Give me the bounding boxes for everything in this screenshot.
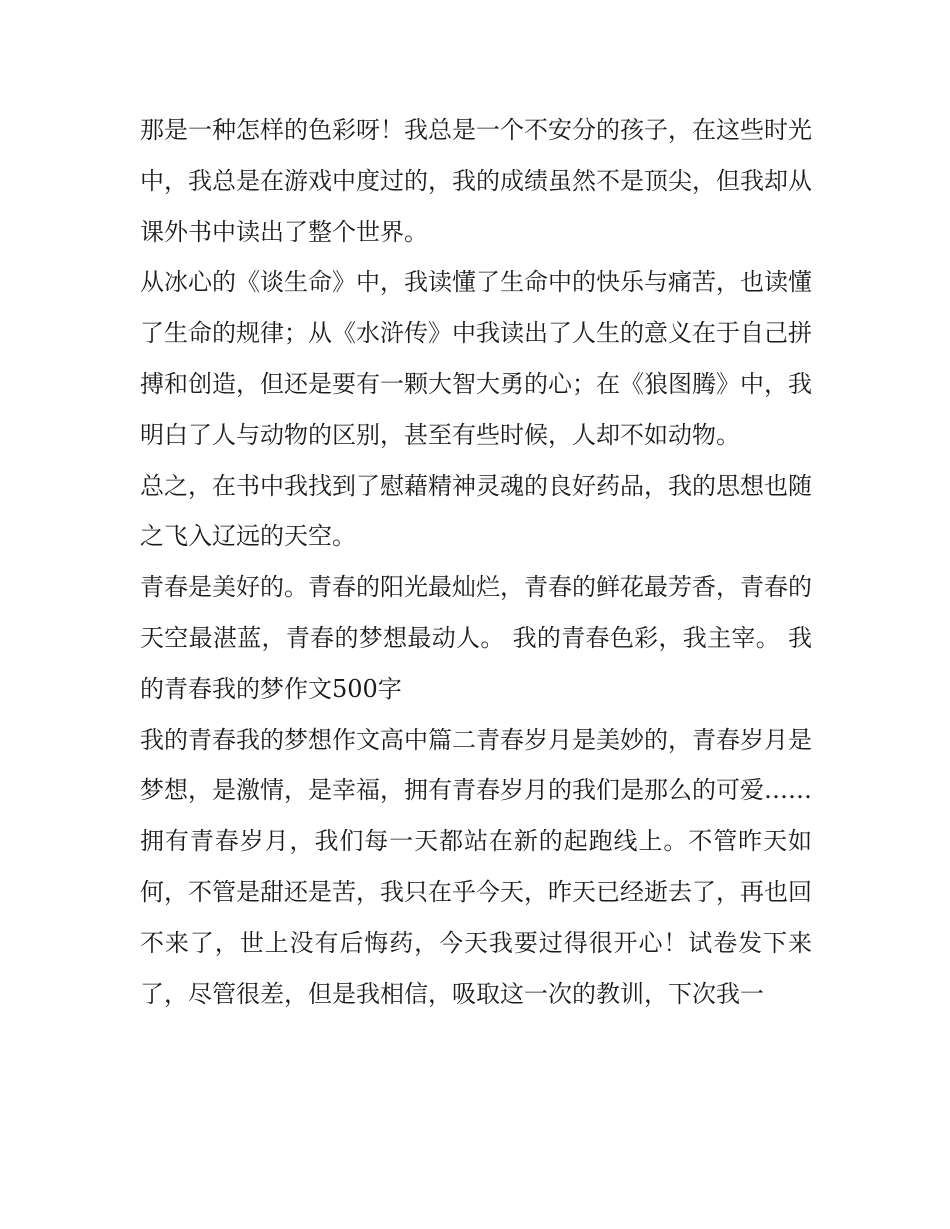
paragraph-2: 从冰心的《谈生命》中，我读懂了生命中的快乐与痛苦，也读懂了生命的规律；从《水浒传》中我读出了人生的意义在于自己拼搏和创造，但还是要有一颗大智大勇的心；在《狼图腾》中，我明白了人与动物的区别，甚至有些时候，人却不如动物。 (140, 268, 812, 449)
paragraph-3: 总之，在书中我找到了慰藉精神灵魂的良好药品，我的思想也随之飞入辽远的天空。 (140, 471, 812, 551)
paragraph-1: 那是一种怎样的色彩呀！我总是一个不安分的孩子，在这些时光中，我总是在游戏中度过的，我的成绩虽然不是顶尖，但我却从课外书中读出了整个世界。 (140, 116, 812, 246)
document-body (140, 105, 812, 1019)
paragraph-5: 我的青春我的梦想作文高中篇二青春岁月是美妙的，青春岁月是梦想，是激情，是幸福，拥有青春岁月的我们是那么的可爱…… (140, 725, 812, 805)
paragraph-6: 拥有青春岁月，我们每一天都站在新的起跑线上。不管昨天如何，不管是甜还是苦，我只在乎今天，昨天已经逝去了，再也回不来了，世上没有后悔药，今天我要过得很开心！试卷发下来了，尽管很差，但是我相信，吸取这一次的教训，下次我一 (140, 827, 812, 1008)
paragraph-4: 青春是美好的。青春的阳光最灿烂，青春的鲜花最芳香，青春的天空最湛蓝，青春的梦想最动人。 我的青春色彩，我主宰。 我的青春我的梦作文500字 (140, 573, 812, 703)
